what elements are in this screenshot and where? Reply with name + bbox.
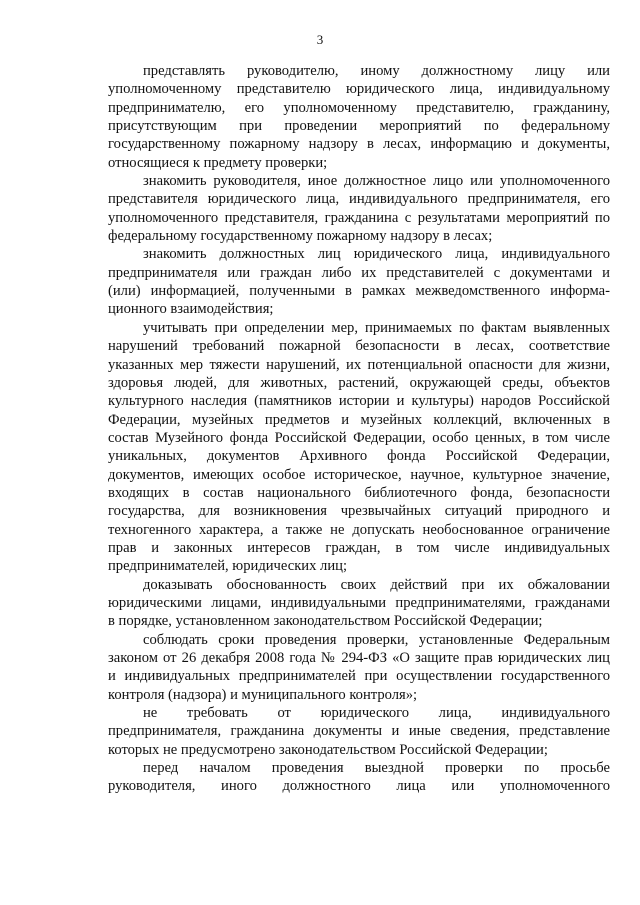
paragraph bbox=[108, 759, 610, 796]
text-line: Федерации, музейных предметов и музейных коллекций, включенных в bbox=[108, 411, 610, 428]
text-line: уполномоченного представителя, гражданина с результатами мероприятий по bbox=[108, 209, 610, 226]
paragraph bbox=[108, 62, 610, 172]
text-line: которых не предусмотрено законодательством Российской Федерации; bbox=[108, 741, 548, 758]
text-line: не требовать от юридического лица, индивидуального bbox=[143, 705, 610, 722]
paragraph bbox=[108, 172, 610, 245]
text-line: представлять руководителю, иному должностному лицу или bbox=[143, 63, 610, 79]
text-line: уполномоченному представителю юридического лица, индивидуальному bbox=[108, 81, 610, 98]
text-line: государства, для возникновения чрезвычайных ситуаций природного и bbox=[108, 503, 610, 520]
text-line: прав и законных интересов граждан, в том числе индивидуальных bbox=[108, 539, 610, 556]
paragraph bbox=[108, 631, 610, 704]
text-line: предпринимателя, гражданина документы и иные сведения, представление bbox=[108, 723, 610, 740]
text-line: юридическими лицами, индивидуальными предпринимателями, гражданами bbox=[108, 594, 610, 611]
text-line: контроля (надзора) и муниципального контроля»; bbox=[108, 686, 418, 703]
text-line: уникальных, документов Архивного фонда Российской Федерации, bbox=[108, 448, 610, 465]
text-line: учитывать при определении мер, принимаемых по фактам выявленных bbox=[143, 319, 610, 336]
text-line: документов, имеющих особое историческое, научное, культурное значение, bbox=[108, 466, 610, 483]
text-line: предпринимателю, его уполномоченному представителю, гражданину, bbox=[108, 99, 610, 116]
text-line: знакомить должностных лиц юридического лица, индивидуального bbox=[143, 246, 610, 263]
paragraph bbox=[108, 245, 610, 318]
text-line: указанных мер тяжести нарушений, их потенциальной опасности для жизни, bbox=[108, 356, 610, 373]
text-line: в порядке, установленном законодательством Российской Федерации; bbox=[108, 613, 543, 630]
text-line: знакомить руководителя, иное должностное лицо или уполномоченного bbox=[143, 173, 610, 190]
text-line: руководителя, иного должностного лица или уполномоченного bbox=[108, 778, 610, 795]
text-line: здоровья людей, для животных, растений, окружающей среды, объектов bbox=[108, 374, 610, 391]
text-line: состав Музейного фонда Российской Федерации, особо ценных, в том числе bbox=[108, 429, 610, 446]
text-line: перед началом проведения выездной проверки по просьбе bbox=[143, 760, 610, 777]
page-number: 3 bbox=[316, 32, 324, 47]
text-line: (или) информацией, полученными в рамках межведомственного информа- bbox=[108, 283, 610, 300]
text-line: техногенного характера, а также не допускать необоснованное ограничение bbox=[108, 521, 610, 538]
text-line: входящих в состав национального библиотечного фонда, безопасности bbox=[108, 484, 610, 501]
text-line: предпринимателя или граждан либо их представителей с документами и bbox=[108, 264, 610, 281]
paragraph bbox=[108, 319, 610, 576]
text-line: культурного наследия (памятников истории и культуры) народов Российской bbox=[108, 393, 610, 410]
document-body bbox=[108, 62, 610, 796]
text-line: присутствующим при проведении мероприятий по федеральному bbox=[108, 118, 610, 135]
text-line: доказывать обоснованность своих действий при их обжаловании bbox=[143, 576, 610, 593]
text-line: законом от 26 декабря 2008 года № 294-ФЗ «О защите прав юридических лиц bbox=[108, 650, 610, 666]
text-line: представителя юридического лица, индивидуального предпринимателя, его bbox=[108, 191, 610, 208]
text-line: ционного взаимодействия; bbox=[108, 301, 274, 318]
paragraph bbox=[108, 576, 610, 631]
text-line: предпринимателей, юридических лиц; bbox=[108, 558, 348, 575]
text-line: нарушений требований пожарной безопасности в лесах, соответствие bbox=[108, 338, 610, 355]
paragraph bbox=[108, 704, 610, 759]
text-line: соблюдать сроки проведения проверки, установленные Федеральным bbox=[143, 631, 610, 648]
text-line: государственному пожарному надзору в лесах, информацию и документы, bbox=[108, 136, 610, 153]
text-line: федеральному государственному пожарному надзору в лесах; bbox=[108, 228, 493, 245]
text-line: и индивидуальных предпринимателей при осуществлении государственного bbox=[108, 668, 610, 685]
text-line: относящиеся к предмету проверки; bbox=[108, 154, 328, 171]
